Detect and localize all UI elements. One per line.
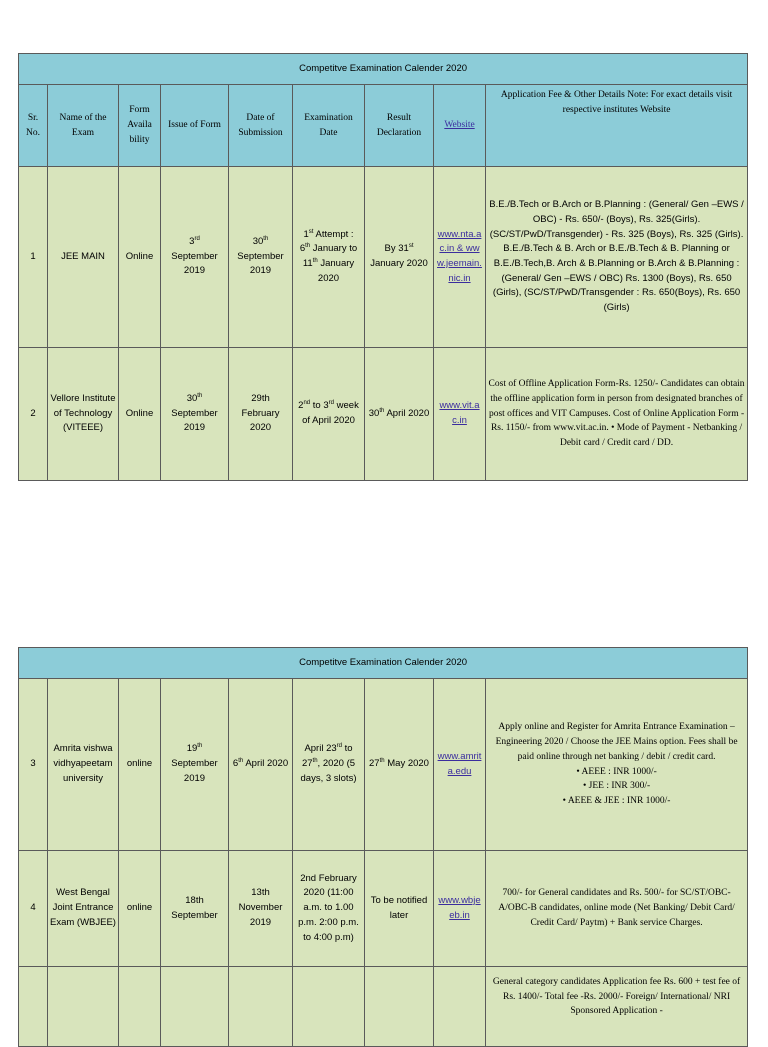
header-exam-name: Name of the Exam [48,85,119,167]
cell-exam-date: 2nd February 2020 (11:00 a.m. to 1.00 p.m. 2:00 p.m. to 4:00 p.m) [293,851,365,967]
cell-result: 30th April 2020 [365,348,434,481]
cell-issue [161,967,229,1047]
cell-issue: 19th September 2019 [161,679,229,851]
cell-website [434,679,486,851]
cell-fee: B.E./B.Tech or B.Arch or B.Planning : (General/ Gen –EWS / OBC) - Rs. 650/- (Boys), Rs. 325(Girls). (SC/ST/PwD/Transgender) - Rs. 325 (Boys), Rs. 325 (Girls). B.E./B.Tech & B. Arch or B.E./B.Tech & B. Planning or B.E./B.Tech,B. Arch & B.Planning or B.Arch & B.Planning : (General/ Gen –EWS / OBC) Rs. 1300 (Boys), Rs. 650 (Girls), (SC/ST/PwD/Transgender : Rs. 650(Boys), Rs. 650 (Girls) [486,167,748,348]
cell-fee: Apply online and Register for Amrita Entrance Examination – Engineering 2020 / Choose the JEE Mains option. Fees shall be paid online through net banking / debit / credit card. • AEEE : INR 1000/- • JEE : INR 300/- • AEEE & JEE : INR 1000/- [486,679,748,851]
cell-sr [19,967,48,1047]
exam-calendar-table-2 [18,647,748,1047]
table-row [19,967,748,1047]
table-row [19,679,748,851]
cell-exam-name: Vellore Institute of Technology (VITEEE) [48,348,119,481]
cell-issue: 3rd September 2019 [161,167,229,348]
cell-form [119,967,161,1047]
cell-website [434,967,486,1047]
cell-website [434,348,486,481]
cell-result: 27th May 2020 [365,679,434,851]
website-link[interactable]: www.amrita.edu [437,750,482,777]
cell-exam-name: JEE MAIN [48,167,119,348]
header-examination-date: Examination Date [293,85,365,167]
table-title: Competitve Examination Calender 2020 [19,648,748,679]
cell-exam-date [293,967,365,1047]
cell-exam-name [48,967,119,1047]
cell-result: To be notified later [365,851,434,967]
header-issue-of-form: Issue of Form [161,85,229,167]
website-link[interactable]: www.wbjeeb.in [438,894,481,921]
cell-submission [229,967,293,1047]
cell-sr: 1 [19,167,48,348]
header-website: Website [434,85,486,167]
cell-fee: Cost of Offline Application Form-Rs. 1250/- Candidates can obtain the offline application form in person from designated branches of post offices and VIT Campuses. Cost of Online Application Form -Rs. 1150/- from www.vit.ac.in. • Mode of Payment - Netbanking / Debit card / Credit card / DD. [486,348,748,481]
cell-issue: 18th September [161,851,229,967]
cell-form: online [119,679,161,851]
header-application-fee: Application Fee & Other Details Note: For exact details visit respective institutes Website [486,85,748,167]
cell-issue: 30th September 2019 [161,348,229,481]
cell-sr: 2 [19,348,48,481]
cell-form: Online [119,348,161,481]
cell-form: online [119,851,161,967]
cell-submission: 13th November 2019 [229,851,293,967]
cell-fee: General category candidates Application fee Rs. 600 + test fee of Rs. 1400/- Total fee -Rs. 2000/- Foreign/ International/ NRI Sponsored Application - [486,967,748,1047]
exam-calendar-table-1 [18,53,748,481]
cell-result [365,967,434,1047]
header-date-of-submission: Date of Submission [229,85,293,167]
cell-sr: 3 [19,679,48,851]
table-row [19,167,748,348]
table-row [19,851,748,967]
header-result-declaration: Result Declaration [365,85,434,167]
cell-fee: 700/- for General candidates and Rs. 500/- for SC/ST/OBC-A/OBC-B candidates, online mode (Net Banking/ Debit Card/ Credit Card/ Paytm) + Bank service Charges. [486,851,748,967]
cell-submission: 30th September 2019 [229,167,293,348]
cell-exam-name: West Bengal Joint Entrance Exam (WBJEE) [48,851,119,967]
cell-exam-date: 2nd to 3rd week of April 2020 [293,348,365,481]
cell-website [434,851,486,967]
cell-form: Online [119,167,161,348]
cell-result: By 31st January 2020 [365,167,434,348]
website-link[interactable]: www.nta.ac.in & www.jeemain.nic.in [437,228,482,284]
website-link[interactable]: www.vit.ac.in [439,400,480,426]
cell-submission: 29th February 2020 [229,348,293,481]
table-title: Competitve Examination Calender 2020 [19,54,748,85]
cell-sr: 4 [19,851,48,967]
cell-exam-name: Amrita vishwa vidhyapeetam university [48,679,119,851]
cell-exam-date: 1st Attempt : 6th January to 11th January 2020 [293,167,365,348]
table-row [19,348,748,481]
cell-website [434,167,486,348]
header-form-availability: Form Availa bility [119,85,161,167]
header-sr-no: Sr. No. [19,85,48,167]
cell-submission: 6th April 2020 [229,679,293,851]
cell-exam-date: April 23rd to 27th, 2020 (5 days, 3 slots) [293,679,365,851]
